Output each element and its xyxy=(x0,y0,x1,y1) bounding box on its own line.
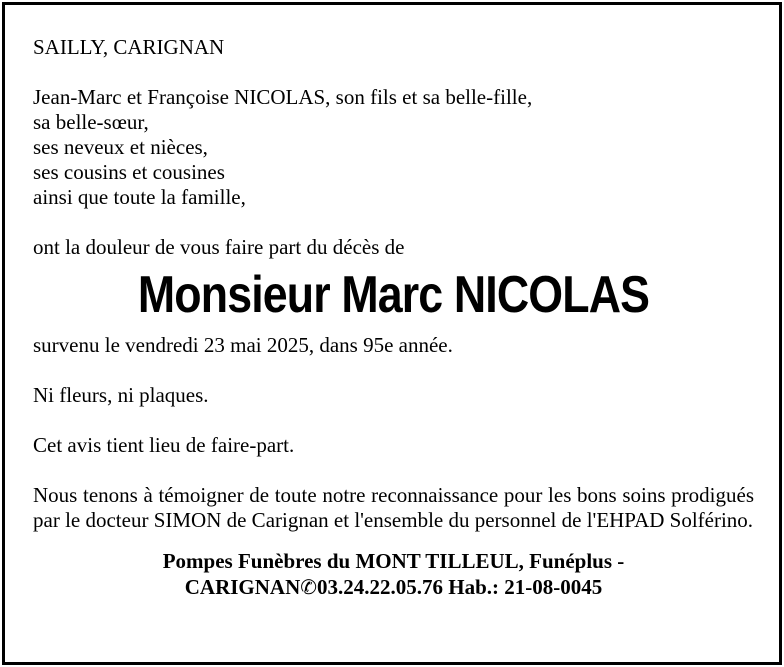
funeral-home-contact xyxy=(33,574,754,601)
flowers-notice: Ni fleurs, ni plaques. xyxy=(33,383,209,407)
family-line: sa belle-sœur, xyxy=(33,110,149,134)
announcement: ont la douleur de vous faire part du décès de xyxy=(33,235,405,259)
location: SAILLY, CARIGNAN xyxy=(33,35,225,59)
family-line: Jean-Marc et Françoise NICOLAS, son fils et sa belle-fille, xyxy=(33,85,533,109)
phone-icon: ✆ xyxy=(300,577,317,599)
deceased-name: Monsieur Marc NICOLAS xyxy=(137,266,650,324)
family-line: ses cousins et cousines xyxy=(33,160,225,184)
obituary-notice xyxy=(2,2,782,665)
family-line: ses neveux et nièces, xyxy=(33,135,208,159)
notice-content xyxy=(33,35,754,601)
funeral-home-phone: 03.24.22.05.76 xyxy=(317,575,443,599)
faire-part-notice: Cet avis tient lieu de faire-part. xyxy=(33,433,295,457)
funeral-home-authorization: Hab.: 21-08-0045 xyxy=(448,575,603,599)
date-of-death: survenu le vendredi 23 mai 2025, dans 95e année. xyxy=(33,333,453,357)
thanks-paragraph: Nous tenons à témoigner de toute notre reconnaissance pour les bons soins prodigués par le docteur SIMON de Carignan et l'ensemble du personnel de l'EHPAD Solférino. xyxy=(33,483,754,532)
funeral-home-name: Pompes Funèbres du MONT TILLEUL, Funéplus - xyxy=(162,549,625,573)
family-list xyxy=(33,85,754,210)
family-line: ainsi que toute la famille, xyxy=(33,185,246,209)
funeral-home-city: CARIGNAN xyxy=(184,575,301,599)
funeral-home xyxy=(33,548,754,601)
